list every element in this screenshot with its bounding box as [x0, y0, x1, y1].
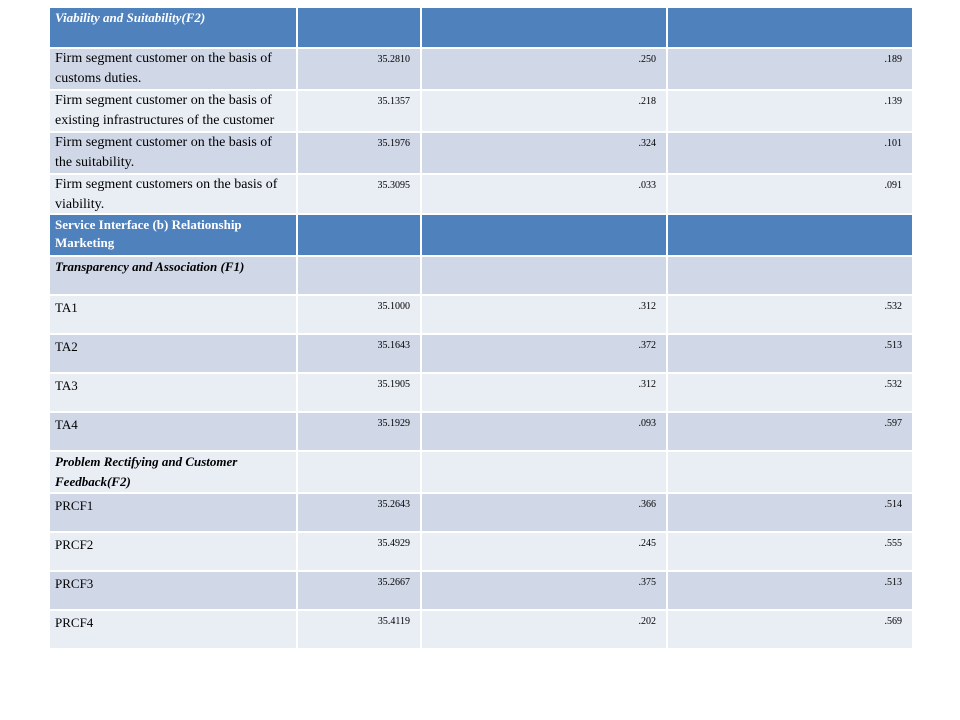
cell-value: 35.2810	[297, 48, 421, 90]
cell-value: .093	[421, 412, 667, 451]
viability-suitability-table	[48, 6, 914, 217]
row-label: PRCF4	[49, 610, 297, 649]
cell-value: .375	[421, 571, 667, 610]
cell-value: .312	[421, 295, 667, 334]
factor-row	[49, 256, 913, 295]
cell-value: 35.1000	[297, 295, 421, 334]
cell-value: 35.1905	[297, 373, 421, 412]
cell-value: .513	[667, 334, 913, 373]
cell-value: .555	[667, 532, 913, 571]
cell-value: .250	[421, 48, 667, 90]
row-label: TA3	[49, 373, 297, 412]
row-label: PRCF3	[49, 571, 297, 610]
cell-value: .139	[667, 90, 913, 132]
cell-value: .514	[667, 493, 913, 532]
row-label: TA4	[49, 412, 297, 451]
table-header-row	[49, 7, 913, 48]
factor-label: Problem Rectifying and Customer Feedback(F2)	[49, 451, 297, 493]
cell-value: .245	[421, 532, 667, 571]
cell-value: .033	[421, 174, 667, 216]
cell-value: .324	[421, 132, 667, 174]
table-row	[49, 373, 913, 412]
cell-value: .101	[667, 132, 913, 174]
cell-value: 35.3095	[297, 174, 421, 216]
cell-value: .569	[667, 610, 913, 649]
table-row	[49, 532, 913, 571]
cell-value: .597	[667, 412, 913, 451]
cell-value: 35.1929	[297, 412, 421, 451]
cell-value: .091	[667, 174, 913, 216]
row-label: TA2	[49, 334, 297, 373]
table-row	[49, 610, 913, 649]
row-label: Firm segment customer on the basis of existing infrastructures of the customer	[49, 90, 297, 132]
table-row	[49, 493, 913, 532]
factor-row	[49, 451, 913, 493]
table-row	[49, 174, 913, 216]
cell-value: .202	[421, 610, 667, 649]
cell-value: .513	[667, 571, 913, 610]
row-label: Firm segment customer on the basis of the suitability.	[49, 132, 297, 174]
row-label: Firm segment customer on the basis of customs duties.	[49, 48, 297, 90]
cell-value: 35.1976	[297, 132, 421, 174]
cell-value: 35.4119	[297, 610, 421, 649]
row-label: PRCF1	[49, 493, 297, 532]
cell-value: .189	[667, 48, 913, 90]
table-row	[49, 571, 913, 610]
section-header: Viability and Suitability(F2)	[49, 7, 297, 48]
table-row	[49, 295, 913, 334]
table-header-row	[49, 214, 913, 256]
table-row	[49, 132, 913, 174]
cell-value: 35.4929	[297, 532, 421, 571]
cell-value: .372	[421, 334, 667, 373]
cell-value: 35.1357	[297, 90, 421, 132]
cell-value: 35.2643	[297, 493, 421, 532]
cell-value: 35.2667	[297, 571, 421, 610]
cell-value: 35.1643	[297, 334, 421, 373]
row-label: TA1	[49, 295, 297, 334]
cell-value: .218	[421, 90, 667, 132]
factor-label: Transparency and Association (F1)	[49, 256, 297, 295]
table-row	[49, 334, 913, 373]
row-label: Firm segment customers on the basis of viability.	[49, 174, 297, 216]
cell-value: .366	[421, 493, 667, 532]
cell-value: .532	[667, 295, 913, 334]
row-label: PRCF2	[49, 532, 297, 571]
cell-value: .312	[421, 373, 667, 412]
section-header: Service Interface (b) Relationship Marketing	[49, 214, 297, 256]
cell-value: .532	[667, 373, 913, 412]
table-row	[49, 412, 913, 451]
relationship-marketing-table	[48, 213, 914, 650]
table-row	[49, 90, 913, 132]
table-row	[49, 48, 913, 90]
